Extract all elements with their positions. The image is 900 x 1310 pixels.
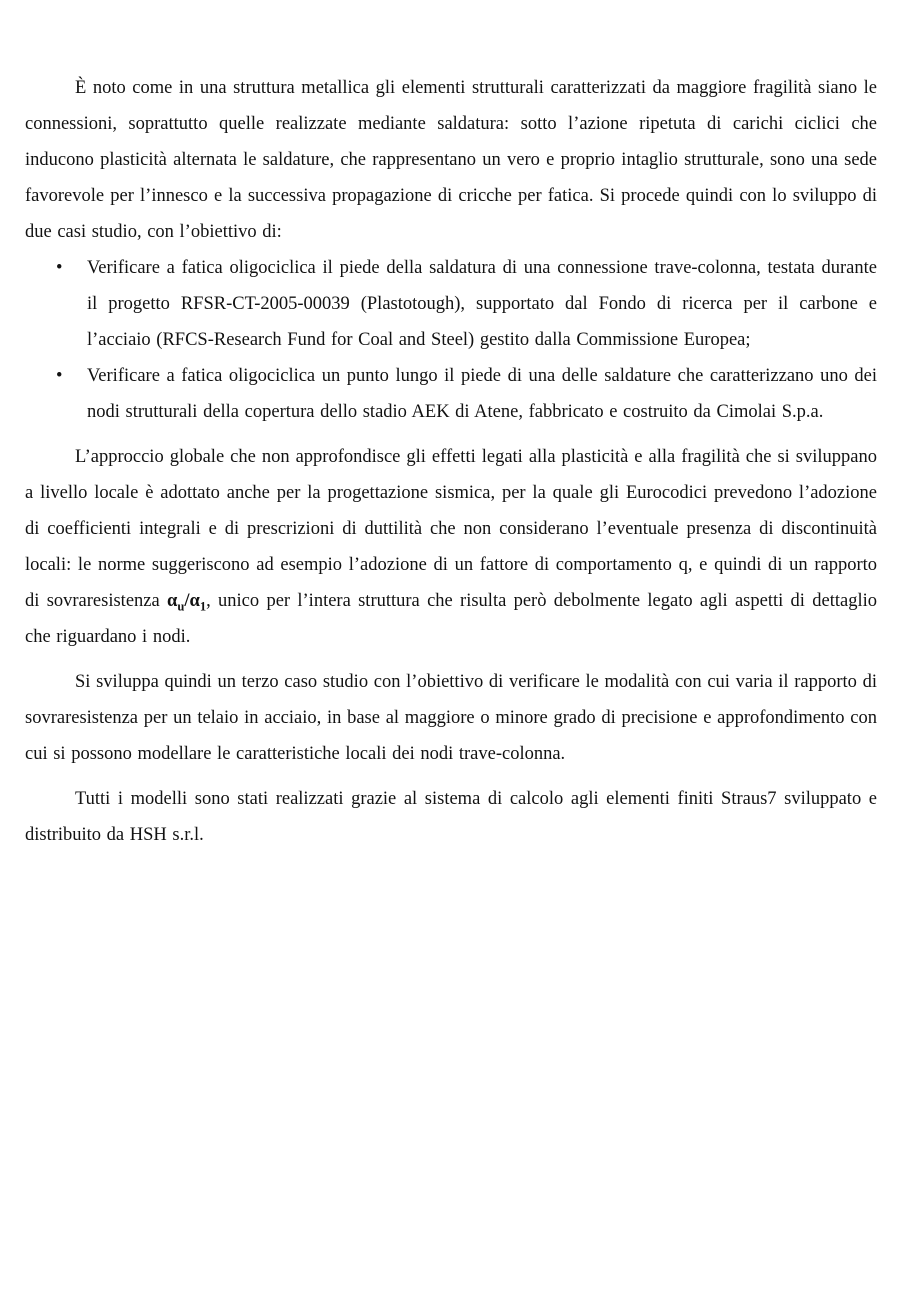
paragraph-intro: È noto come in una struttura metallica gli elementi strutturali caratterizzati da maggiore fragilità siano le connessioni, soprattutto quelle realizzate mediante saldatura: sotto l’azione ripetuta di carichi ciclici che inducono plasticità alternata le saldature, che rappresentano un vero e proprio intaglio strutturale, sono una sede favorevole per l’innesco e la successiva propagazione di cricche per fatica. Si procede quindi con lo sviluppo di due casi studio, con l’obiettivo di: [25, 78, 877, 242]
paragraph-models: Tutti i modelli sono stati realizzati grazie al sistema di calcolo agli elementi finiti Straus7 sviluppato e distribuito da HSH s.r.l. [25, 789, 877, 845]
math-alpha-u-base: α [167, 591, 178, 611]
math-alpha-1-subscript: 1 [199, 599, 207, 614]
math-divider: / [184, 591, 190, 611]
list-item [25, 250, 877, 358]
paragraph-global-approach [25, 439, 877, 655]
math-alpha-u-subscript: u [177, 599, 185, 614]
list-item [25, 358, 877, 430]
paragraph-global-approach-text-after: , unico per l’intera struttura che risulta però debolmente legato agli aspetti di dettaglio che riguardano i nodi. [25, 591, 877, 647]
paragraph-global-approach-text-before: L’approccio globale che non approfondisce gli effetti legati alla plasticità e alla fragilità che si sviluppano a livello locale è adottato anche per la progettazione sismica, per la quale gli Eurocodici prevedono l’adozione di coefficienti integrali e di prescrizioni di duttilità che non considerano l’eventuale presenza di discontinuità locali: le norme suggeriscono ad esempio l’adozione di un fattore di comportamento q, e quindi di un rapporto di sovraresistenza [25, 447, 877, 611]
bullet-text-case-study-2: Verificare a fatica oligociclica un punto lungo il piede di una delle saldature che caratterizzano uno dei nodi strutturali della copertura dello stadio AEK di Atene, fabbricato e costruito da Cimolai S.p.a. [87, 366, 877, 422]
bullet-text-case-study-1: Verificare a fatica oligociclica il piede della saldatura di una connessione trave-colonna, testata durante il progetto RFSR-CT-2005-00039 (Plastotough), supportato dal Fondo di ricerca per il carbone e l’acciaio (RFCS-Research Fund for Coal and Steel) gestito dalla Commissione Europea; [87, 258, 877, 350]
bullet-icon: • [56, 366, 63, 386]
bullet-list [25, 250, 877, 430]
paragraph-third-case: Si sviluppa quindi un terzo caso studio con l’obiettivo di verificare le modalità con cui varia il rapporto di sovraresistenza per un telaio in acciaio, in base al maggiore o minore grado di precisione e approfondimento con cui si possono modellare le caratteristiche locali dei nodi trave-colonna. [25, 672, 877, 764]
bullet-icon: • [56, 258, 63, 278]
math-alpha-1-base: α [189, 591, 200, 611]
math-overstrength-ratio [167, 591, 207, 614]
